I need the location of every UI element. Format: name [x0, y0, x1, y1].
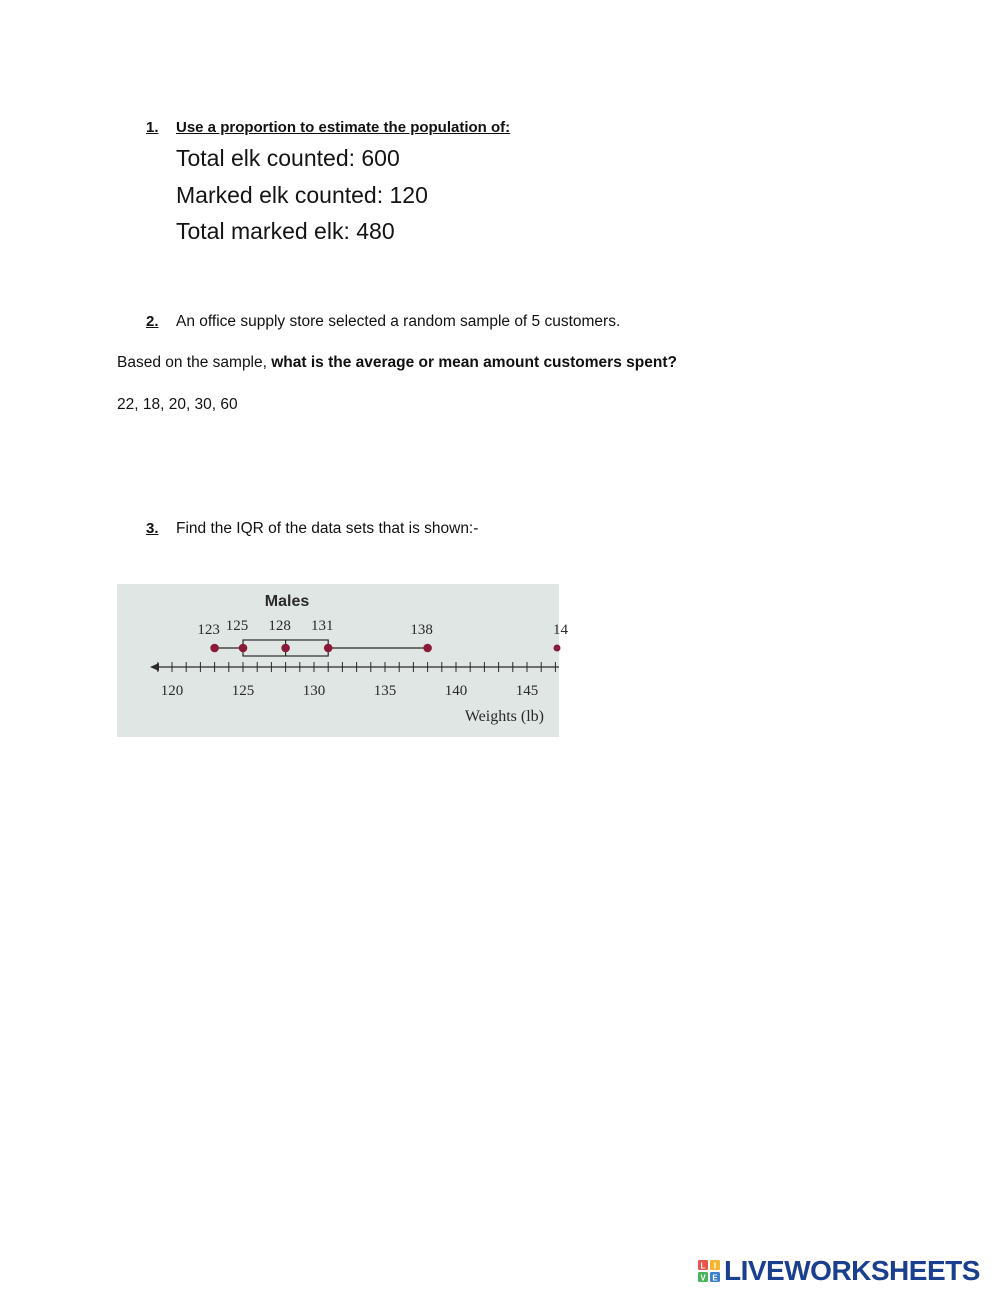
axis-tick-label: 145: [515, 683, 539, 699]
q2-prompt-bold: what is the average or mean amount customers spent?: [271, 354, 677, 371]
summary-label: 123: [197, 622, 220, 638]
axis-tick-label: 120: [160, 683, 184, 699]
chart-title: Males: [264, 593, 310, 610]
summary-point: [281, 644, 290, 653]
box-plot-figure: [117, 584, 568, 737]
logo-letter: E: [712, 1273, 718, 1283]
logo-letter: L: [700, 1261, 706, 1271]
axis-tick-label: 135: [373, 683, 397, 699]
q1-line-total-marked: Total marked elk: 480: [176, 218, 395, 244]
summary-label: 138: [410, 622, 433, 638]
q1-heading: Use a proportion to estimate the population of:: [176, 119, 511, 136]
q2-data-values: 22, 18, 20, 30, 60: [117, 396, 238, 413]
q1-line-total-elk: Total elk counted: 600: [176, 145, 400, 171]
summary-label: 131: [310, 618, 334, 634]
liveworksheets-logo: [697, 1255, 980, 1287]
logo-letter: I: [713, 1261, 717, 1271]
axis-title: Weights (lb): [464, 708, 544, 725]
summary-label: 14: [553, 622, 568, 638]
axis-tick-label: 125: [231, 683, 255, 699]
q2-text: An office supply store selected a random sample of 5 customers.: [176, 313, 621, 330]
summary-label: 128: [268, 618, 291, 634]
axis-tick-label: 140: [444, 683, 468, 699]
summary-point: [210, 644, 219, 653]
liveworksheets-brand: LIVEWORKSHEETS: [724, 1255, 980, 1286]
summary-label: 125: [225, 618, 249, 634]
liveworksheets-logo-icon: [697, 1259, 721, 1283]
box-plot-chart: [117, 584, 568, 737]
logo-letter: V: [700, 1273, 706, 1283]
q2-prompt: [117, 354, 677, 372]
q1-line-marked-counted: Marked elk counted: 120: [176, 182, 428, 208]
axis-tick-label: 130: [302, 683, 326, 699]
summary-point-partial: [554, 645, 561, 652]
summary-point: [239, 644, 248, 653]
q1-number: 1.: [146, 119, 159, 136]
q2-number: 2.: [146, 313, 159, 330]
q3-text: Find the IQR of the data sets that is shown:-: [176, 520, 479, 537]
summary-point: [423, 644, 432, 653]
summary-point: [324, 644, 333, 653]
q3-number: 3.: [146, 520, 159, 537]
q2-prompt-plain: Based on the sample,: [117, 354, 272, 371]
